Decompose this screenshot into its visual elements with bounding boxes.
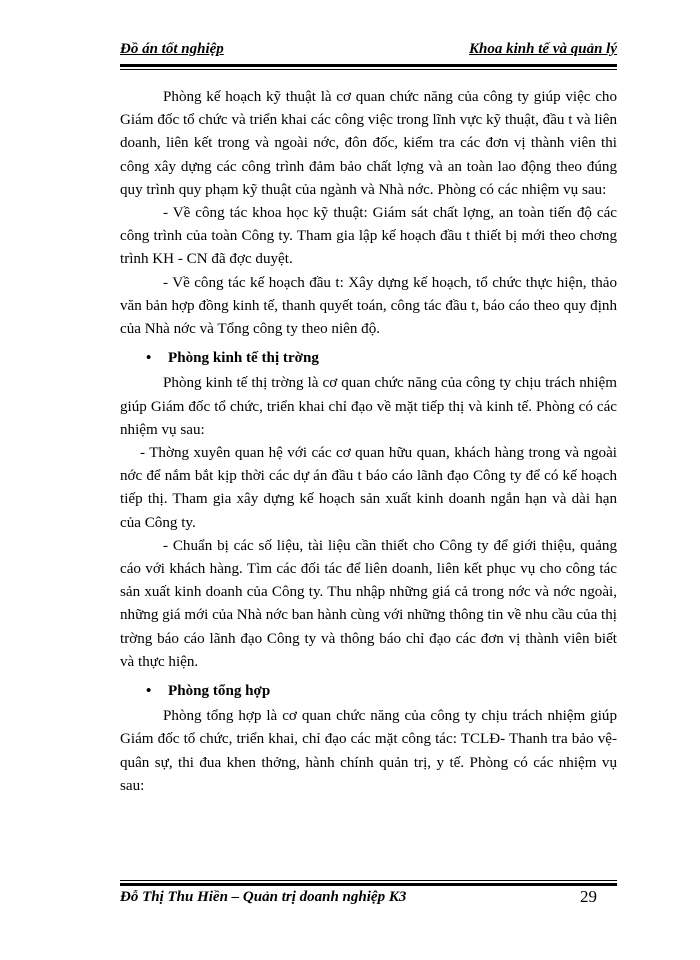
footer-author: Đỗ Thị Thu Hiền – Quản trị doanh nghiệp K3 — [120, 889, 407, 905]
footer-rule-thick — [120, 883, 617, 886]
bullet-icon: • — [146, 683, 152, 700]
footer-rule-thin — [120, 880, 617, 881]
ktt-item-data: - Chuẩn bị các số liệu, tài liệu cần thiết cho Công ty để giới thiệu, quảng cáo với khách hàng. Tìm các đối tác để liên doanh, liên kết phục vụ cho công tác sản xuất kinh doanh của Công ty. Thu nhập những giá cả trong nớc và nớc ngoài, những giá mới của Nhà nớc ban hành cùng với những thông tin về nhu cầu của thị trờng báo cáo lãnh đạo Công ty và thông báo chỉ đạo các đơn vị thành viên biết và thực hiện. — [120, 537, 617, 670]
bullet-icon: • — [146, 350, 152, 367]
heading-market-economics — [120, 347, 617, 370]
th-paragraph: Phòng tổng hợp là cơ quan chức năng của công ty chịu trách nhiệm giúp Giám đốc tổ chức, triển khai, chỉ đạo các mặt công tác: TCLĐ- Thanh tra bảo vệ- quân sự, thi đua khen thởng, hành chính quản trị, y tế. Phòng có các nhiệm vụ sau: — [120, 708, 617, 794]
page-footer — [120, 889, 617, 911]
header-rule-thick — [120, 64, 617, 67]
intro-paragraph: Phòng kế hoạch kỹ thuật là cơ quan chức năng của công ty giúp việc cho Giám đốc tổ chức và triển khai các công việc trong lĩnh vực kỹ thuật, đầu t và liên doanh, liên kết trong và ngoài nớc, đôn đốc, kiểm tra các đơn vị thành viên thi công xây dựng các công trình đảm bảo chất lợng và an toàn lao động theo đúng quy trình quy phạm kỹ thuật của ngành và Nhà nớc. Phòng có các nhiệm vụ sau: — [120, 89, 617, 198]
page-number: 29 — [580, 887, 597, 906]
kt-item-science: - Về công tác khoa học kỹ thuật: Giám sát chất lợng, an toàn tiến độ các công trình của toàn Công ty. Tham gia lập kế hoạch đầu t thiết bị mới theo chơng trình KH - CN đã đợc duyệt. — [120, 205, 617, 268]
heading-general-dept-label: Phòng tổng hợp — [168, 683, 271, 700]
document-body — [120, 86, 617, 798]
heading-general-dept — [120, 680, 617, 703]
page-header — [120, 41, 617, 63]
header-rule-thin — [120, 69, 617, 70]
ktt-paragraph: Phòng kinh tế thị trờng là cơ quan chức năng của công ty chịu trách nhiệm giúp Giám đốc tổ chức, triển khai chỉ đạo về mặt tiếp thị và kinh tế. Phòng có các nhiệm vụ sau: — [120, 375, 617, 438]
header-left-text: Đồ án tốt nghiệp — [120, 41, 224, 57]
kt-item-investment: - Về công tác kế hoạch đầu t: Xây dựng kế hoạch, tổ chức thực hiện, thảo văn bản hợp đồng kinh tế, thanh quyết toán, công tác đầu t, báo cáo theo quy định của Nhà nớc và Tổng công ty theo niên độ. — [120, 274, 617, 338]
header-right-text: Khoa kinh tế và quản lý — [469, 41, 617, 57]
ktt-item-relations: - Thờng xuyên quan hệ với các cơ quan hữu quan, khách hàng trong và ngoài nớc để nắm bắt kịp thời các dự án đầu t báo cáo lãnh đạo Công ty để có kế hoạch tiếp thị. Tham gia xây dựng kế hoạch sản xuất kinh doanh ngắn hạn và dài hạn của Công ty. — [120, 445, 617, 531]
heading-market-economics-label: Phòng kinh tế thị trờng — [168, 350, 319, 367]
